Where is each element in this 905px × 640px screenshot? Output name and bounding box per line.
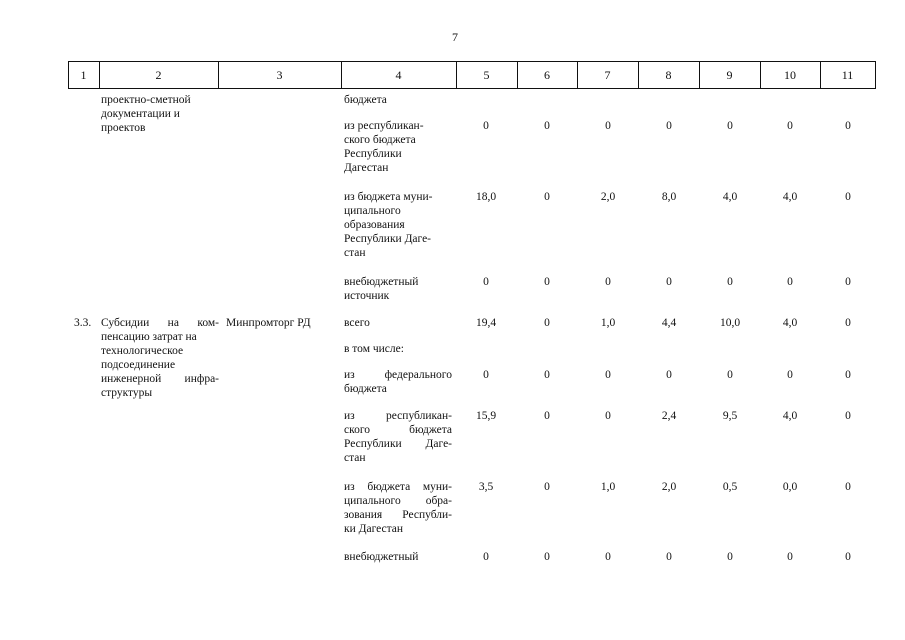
source-line: зования Республи- (344, 509, 452, 521)
source-line: из республикан- (344, 410, 452, 422)
item-prev-name-line: проектно-сметной (101, 94, 191, 106)
value-cell: 0 (483, 551, 489, 563)
value-cell: 0 (666, 276, 672, 288)
item-prev-name-line: проектов (101, 122, 146, 134)
source-line: из бюджета муни- (344, 191, 433, 203)
header-col-9: 9 (726, 68, 733, 82)
source-line: стан (344, 452, 366, 464)
value-cell: 15,9 (475, 410, 497, 422)
value-cell: 0 (845, 369, 851, 381)
value-cell: 4,0 (722, 191, 738, 203)
source-line: Республики Даге- (344, 438, 452, 450)
value-cell: 1,0 (600, 317, 616, 329)
value-cell: 0 (787, 551, 793, 563)
value-cell: 0 (483, 120, 489, 132)
item-name-line: технологическое (101, 345, 184, 357)
table-header (68, 61, 876, 89)
source-line: бюджета (344, 94, 387, 106)
value-cell: 0 (605, 120, 611, 132)
source-line: из федерального (344, 369, 452, 381)
value-cell: 2,0 (600, 191, 616, 203)
source-line: всего (344, 317, 370, 329)
item-number: 3.3. (74, 317, 92, 329)
value-cell: 0 (845, 317, 851, 329)
header-col-6: 6 (544, 68, 550, 82)
value-cell: 4,0 (782, 410, 798, 422)
value-cell: 8,0 (661, 191, 677, 203)
source-line: Республики Даге- (344, 233, 432, 245)
item-prev-name-line: документации и (101, 108, 180, 120)
source-line: из бюджета муни- (344, 481, 452, 493)
source-line: внебюджетный (344, 551, 419, 563)
item-name-line: пенсацию затрат на (101, 331, 197, 343)
value-cell: 19,4 (475, 317, 497, 329)
value-cell: 0 (787, 120, 793, 132)
item-name-line: Субсидии на ком- (101, 317, 219, 329)
value-cell: 0 (544, 481, 550, 493)
source-line: ки Дагестан (344, 523, 404, 535)
value-cell: 0 (787, 276, 793, 288)
value-cell: 0,0 (782, 481, 798, 493)
value-cell: 4,4 (661, 317, 677, 329)
value-cell: 0 (666, 551, 672, 563)
value-cell: 0 (544, 276, 550, 288)
value-cell: 0 (727, 276, 733, 288)
value-cell: 0 (727, 369, 733, 381)
value-cell: 3,5 (478, 481, 494, 493)
value-cell: 0 (544, 369, 550, 381)
header-col-1: 1 (80, 68, 87, 82)
source-line: в том числе: (344, 343, 404, 355)
value-cell: 10,0 (719, 317, 741, 329)
header-col-7: 7 (604, 68, 611, 82)
source-line: стан (344, 247, 366, 259)
value-cell: 0 (845, 481, 851, 493)
source-line: образования (344, 219, 405, 231)
value-cell: 0 (544, 410, 550, 422)
value-cell: 0 (544, 120, 550, 132)
value-cell: 0 (666, 120, 672, 132)
value-cell: 0 (605, 410, 611, 422)
source-line: ципального обра- (344, 495, 452, 507)
header-col-8: 8 (665, 68, 672, 82)
header-col-11: 11 (841, 68, 854, 82)
value-cell: 2,0 (661, 481, 677, 493)
source-line: из республикан- (344, 120, 424, 132)
value-cell: 0 (483, 369, 489, 381)
value-cell: 0 (845, 191, 851, 203)
value-cell: 9,5 (722, 410, 738, 422)
header-col-4: 4 (395, 68, 402, 82)
value-cell: 0 (845, 551, 851, 563)
item-name-line: подсоединение (101, 359, 176, 371)
header-col-2: 2 (155, 68, 162, 82)
value-cell: 2,4 (661, 410, 677, 422)
value-cell: 0 (605, 369, 611, 381)
item-name-line: инженерной инфра- (101, 373, 219, 385)
value-cell: 0 (727, 120, 733, 132)
item-name-line: структуры (101, 387, 153, 399)
source-line: внебюджетный (344, 276, 419, 288)
value-cell: 0 (483, 276, 489, 288)
source-line: ского бюджета (344, 134, 416, 146)
source-line: бюджета (344, 383, 387, 395)
value-cell: 18,0 (475, 191, 497, 203)
header-col-3: 3 (276, 68, 283, 82)
value-cell: 0 (727, 551, 733, 563)
value-cell: 0 (845, 410, 851, 422)
source-line: источник (344, 290, 390, 302)
value-cell: 0 (544, 551, 550, 563)
value-cell: 0 (544, 191, 550, 203)
value-cell: 0 (787, 369, 793, 381)
header-col-10: 10 (784, 68, 796, 82)
value-cell: 4,0 (782, 191, 798, 203)
value-cell: 0 (605, 276, 611, 288)
page-number: 7 (452, 30, 458, 44)
source-line: ского бюджета (344, 424, 452, 436)
source-line: Республики (344, 148, 402, 160)
value-cell: 0 (845, 276, 851, 288)
value-cell: 4,0 (782, 317, 798, 329)
header-col-5: 5 (483, 68, 490, 82)
value-cell: 0 (666, 369, 672, 381)
value-cell: 0 (605, 551, 611, 563)
value-cell: 1,0 (600, 481, 616, 493)
value-cell: 0 (845, 120, 851, 132)
value-cell: 0,5 (722, 481, 738, 493)
value-cell: 0 (544, 317, 550, 329)
source-line: Дагестан (344, 162, 389, 174)
item-executor: Минпромторг РД (226, 317, 311, 329)
source-line: ципального (344, 205, 401, 217)
